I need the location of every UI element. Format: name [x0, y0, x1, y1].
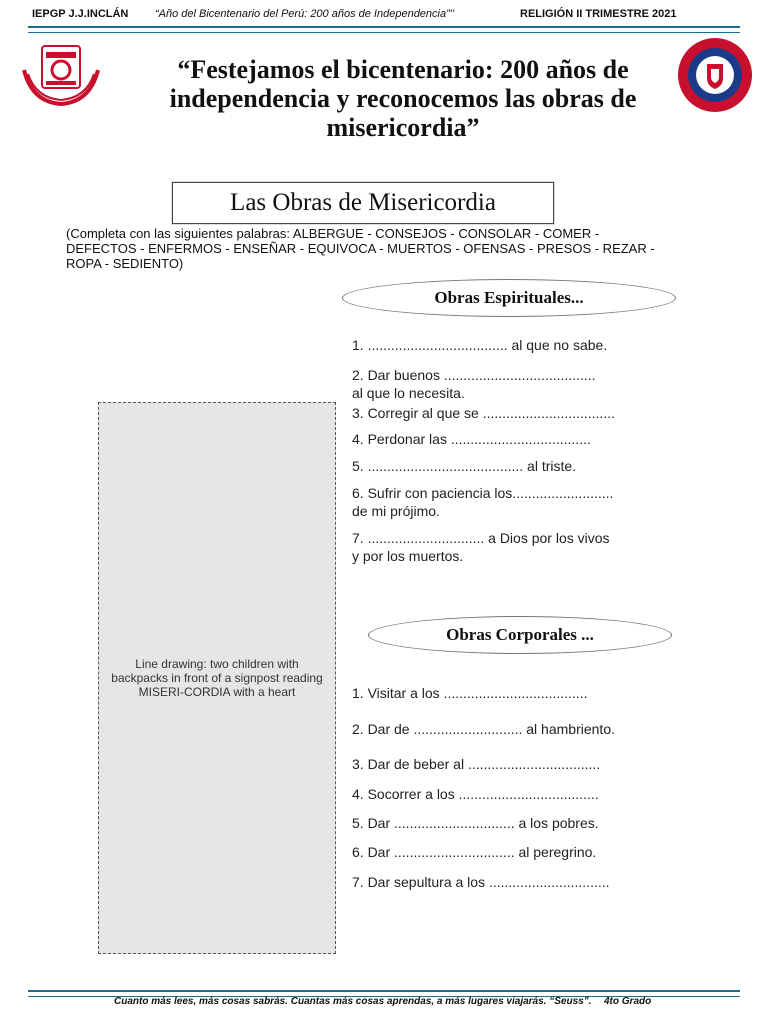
- footer-grade: 4to Grado: [604, 996, 652, 1007]
- spiritual-work-item: 7. .............................. a Dios por los vivos y por los muertos.: [352, 530, 610, 564]
- spiritual-work-item: 1. .................................... al que no sabe.: [352, 337, 608, 353]
- corporal-work-item: 6. Dar ............................... al peregrino.: [352, 844, 597, 860]
- corporal-works-heading: [368, 616, 672, 654]
- course-term: RELIGIÓN II TRIMESTRE 2021: [520, 8, 677, 20]
- corporal-work-item: 2. Dar de ............................ al hambriento.: [352, 721, 615, 737]
- corporal-work-item: 5. Dar ............................... a los pobres.: [352, 815, 599, 831]
- children-signpost-illustration: Line drawing: two children with backpacks in front of a signpost reading MISERI-CORDIA with a heart: [98, 402, 336, 954]
- year-motto: “Año del Bicentenario del Perú: 200 años de Independencia”'’: [155, 8, 455, 20]
- spiritual-work-item: 5. ........................................ al triste.: [352, 458, 577, 474]
- school-crest-logo: [20, 40, 102, 108]
- corporal-work-item: 1. Visitar a los .....................................: [352, 685, 588, 701]
- worksheet-title: Las Obras de Misericordia: [230, 189, 496, 216]
- corporal-works-heading-text: Obras Corporales ...: [446, 625, 594, 644]
- spiritual-works-heading: [342, 279, 676, 317]
- spiritual-works-heading-text: Obras Espirituales...: [434, 288, 584, 307]
- word-bank-instructions: (Completa con las siguientes palabras: ALBERGUE - CONSEJOS - CONSOLAR - COMER - DEFECTOS - ENFERMOS - ENSEÑAR - EQUIVOCA - MUERTOS - OFENSAS - PRESOS - REZAR - ROPA - SEDIENTO): [66, 226, 655, 271]
- header-rule: [28, 26, 740, 33]
- corporal-work-item: 7. Dar sepultura a los ...............................: [352, 874, 610, 890]
- worksheet-title-box: [172, 182, 554, 224]
- corporal-work-item: 3. Dar de beber al ..................................: [352, 756, 601, 772]
- footer-quote: Cuanto más lees, más cosas sabrás. Cuantas más cosas aprendas, a más lugares viajarás. “Seuss”.: [114, 996, 592, 1007]
- school-name: IEPGP J.J.INCLÁN: [32, 8, 129, 20]
- spiritual-work-item: 4. Perdonar las ....................................: [352, 431, 591, 447]
- header-bar: [28, 4, 740, 26]
- spiritual-work-item: 2. Dar buenos ....................................... al que lo necesita.: [352, 367, 596, 401]
- spiritual-work-item: 3. Corregir al que se ..................................: [352, 405, 615, 421]
- spiritual-work-item: 6. Sufrir con paciencia los.......................... de mi prójimo.: [352, 485, 614, 519]
- page-title: “Festejamos el bicentenario: 200 años de independencia y reconocemos las obras de misericordia”: [169, 55, 637, 142]
- corporal-work-item: 4. Socorrer a los ....................................: [352, 786, 599, 802]
- footer: [28, 996, 740, 1012]
